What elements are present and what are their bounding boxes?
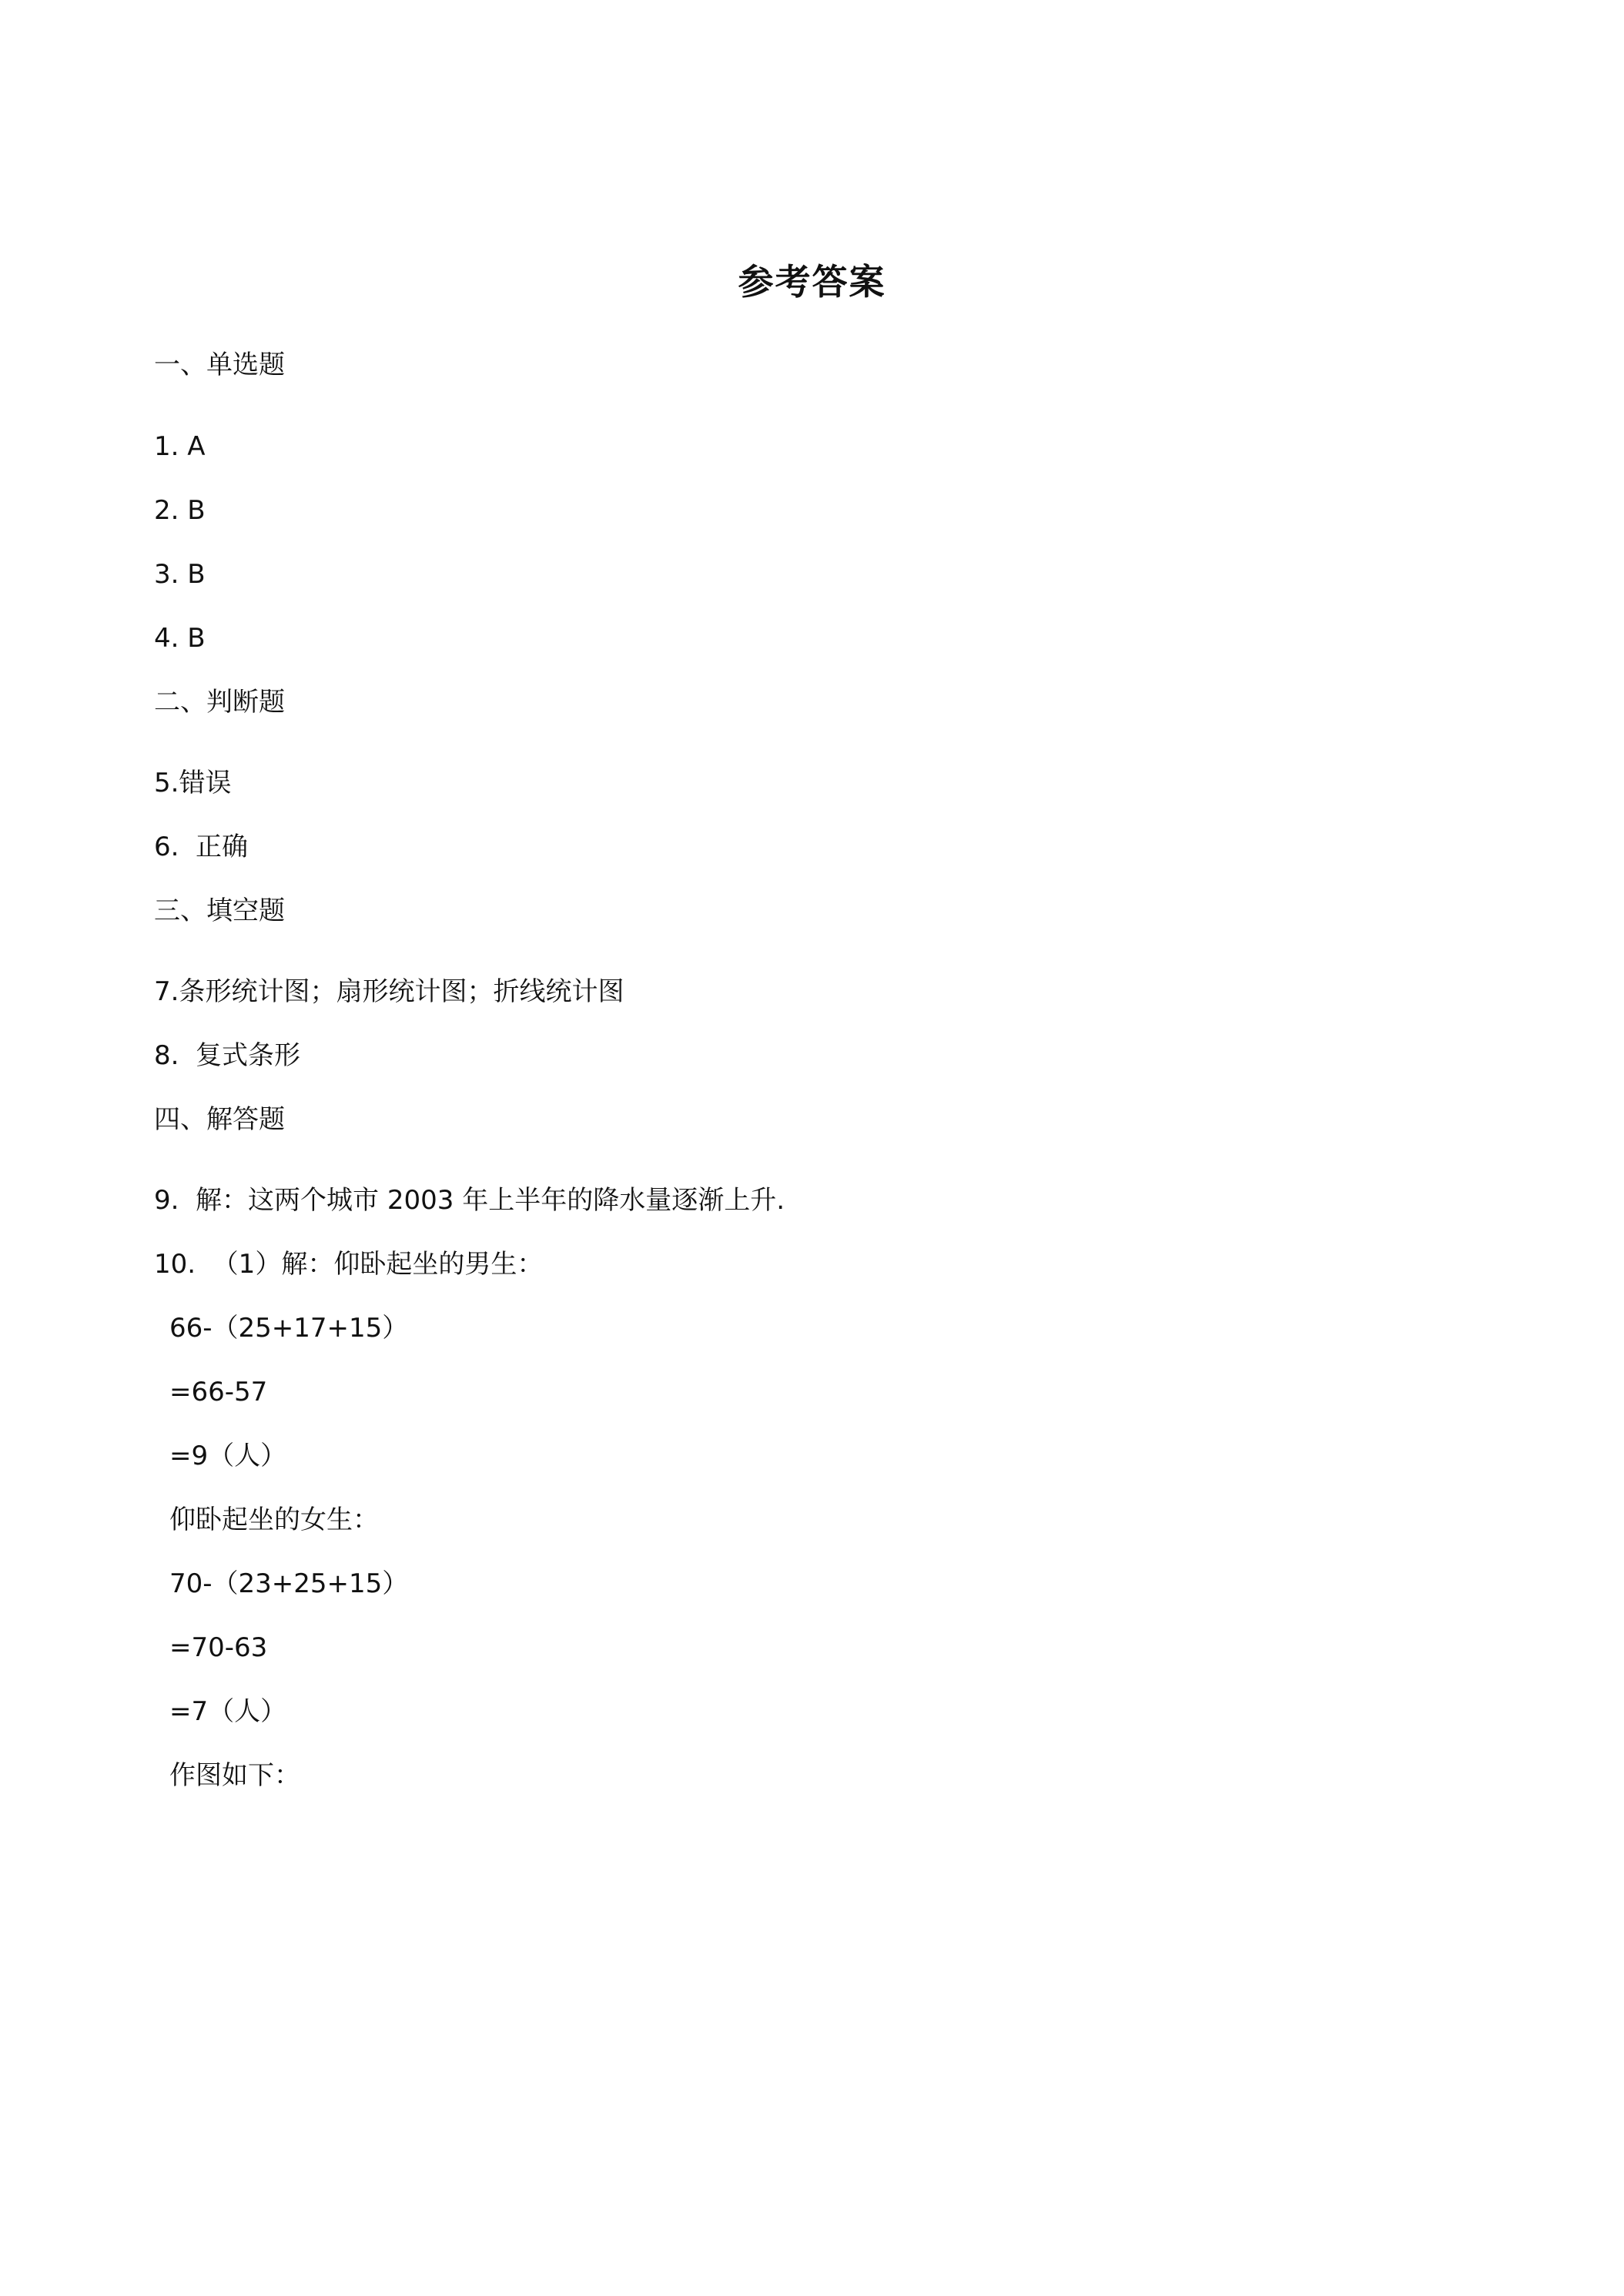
answer-4: 4. B [154, 623, 206, 654]
answer-6: 6. 正确 [154, 832, 249, 862]
section-heading-fill-in: 三、填空题 [154, 895, 285, 926]
solution-line-8: 作图如下： [169, 1760, 300, 1791]
solution-line-1: 66-（25+17+15） [169, 1313, 409, 1344]
solution-line-5: 70-（23+25+15） [169, 1568, 409, 1599]
section-heading-single-choice: 一、单选题 [154, 350, 285, 380]
answer-9: 9. 解：这两个城市 2003 年上半年的降水量逐渐上升. [154, 1185, 785, 1216]
answer-5: 5.错误 [154, 768, 232, 798]
page-title: 参考答案 [738, 261, 886, 303]
answer-7: 7.条形统计图；扇形统计图；折线统计图 [154, 976, 624, 1007]
answer-1: 1. A [154, 431, 206, 462]
solution-line-2: =66-57 [169, 1377, 268, 1407]
solution-line-3: =9（人） [169, 1441, 287, 1471]
section-heading-true-false: 二、判断题 [154, 687, 285, 718]
answer-8: 8. 复式条形 [154, 1040, 301, 1071]
section-heading-solutions: 四、解答题 [154, 1104, 285, 1135]
answer-3: 3. B [154, 559, 206, 590]
answer-10: 10. （1）解：仰卧起坐的男生： [154, 1249, 544, 1280]
answer-2: 2. B [154, 495, 206, 526]
solution-line-6: =70-63 [169, 1632, 268, 1663]
solution-line-4: 仰卧起坐的女生： [169, 1504, 379, 1535]
solution-line-7: =7（人） [169, 1696, 287, 1727]
